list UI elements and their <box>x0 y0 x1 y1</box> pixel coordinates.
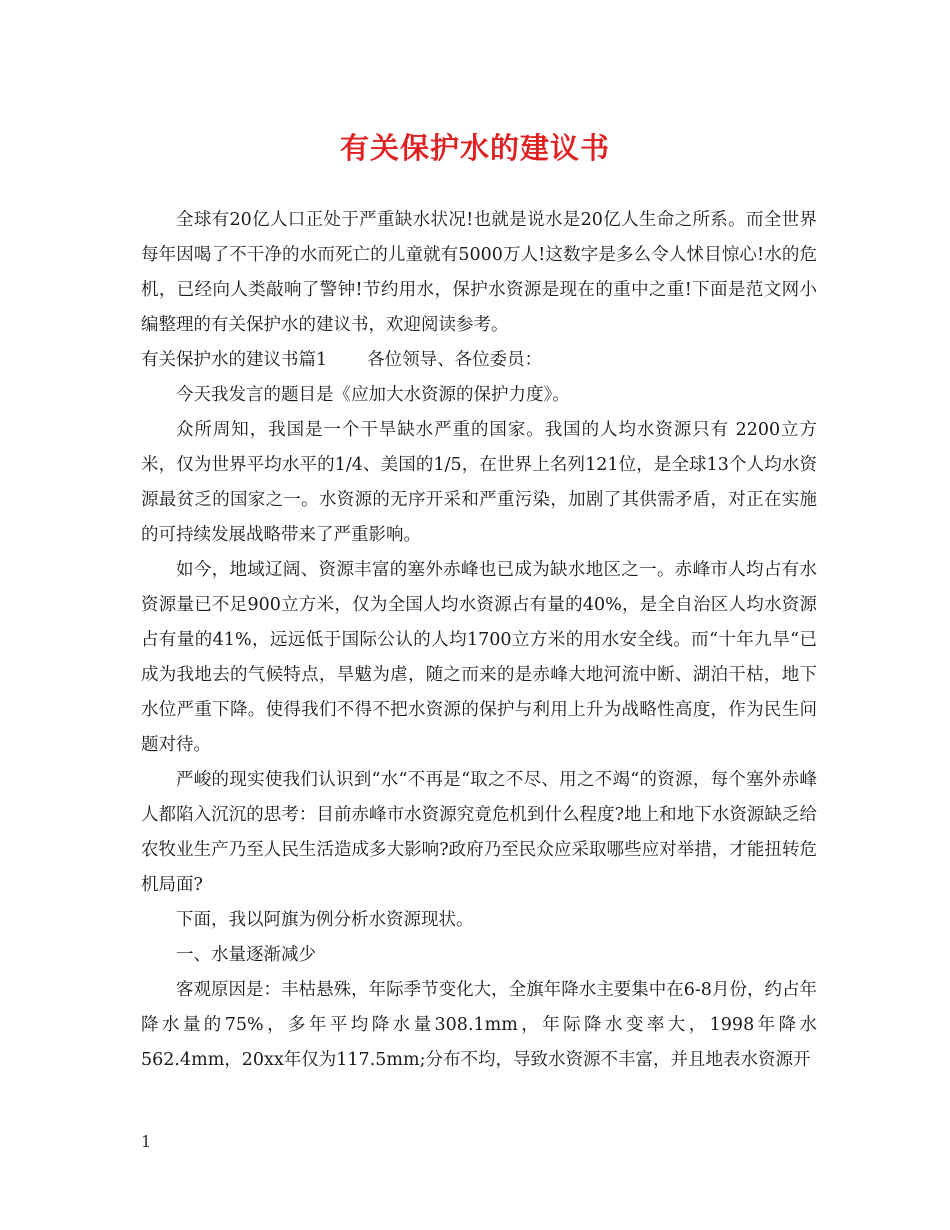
page-number: 1 <box>141 1132 152 1151</box>
subsection-heading: 一、水量逐渐减少 <box>176 945 316 965</box>
section-heading: 有关保护水的建议书篇1 <box>141 350 328 370</box>
body-paragraph: 严峻的现实使我们认识到“水“不再是“取之不尽、用之不竭“的资源，每个塞外赤峰人都陷入沉沉的思考：目前赤峰市水资源究竟危机到什么程度?地上和地下水资源缺乏给农牧业生产乃至人民生活造成多大影响?政府乃至民众应采取哪些应对举措，才能扭转危机局面? <box>141 770 817 895</box>
body-paragraph: 客观原因是：丰枯悬殊，年际季节变化大，全旗年降水主要集中在6-8月份，约占年降水量的75%，多年平均降水量308.1mm，年际降水变率大，1998年降水562.4mm，20xx年仅为117.5mm;分布不均，导致水资源不丰富，并且地表水资源开 <box>141 980 817 1070</box>
document-body <box>141 203 817 1078</box>
intro-paragraph: 全球有20亿人口正处于严重缺水状况!也就是说水是20亿人生命之所系。而全世界每年因喝了不干净的水而死亡的儿童就有5000万人!这数字是多么令人怵目惊心!水的危机，已经向人类敲响了警钟!节约用水，保护水资源是现在的重中之重!下面是范文网小编整理的有关保护水的建议书，欢迎阅读参考。 <box>141 210 817 335</box>
body-paragraph: 下面，我以阿旗为例分析水资源现状。 <box>176 910 474 930</box>
document-title: 有关保护水的建议书 <box>339 131 610 165</box>
salutation: 各位领导、各位委员： <box>367 350 543 370</box>
section-heading-line <box>141 343 817 378</box>
body-paragraph: 众所周知，我国是一个干旱缺水严重的国家。我国的人均水资源只有 2200立方米，仅为世界平均水平的1/4、美国的1/5，在世界上名列121位，是全球13个人均水资源最贫乏的国家之一。水资源的无序开采和严重污染，加剧了其供需矛盾，对正在实施的可持续发展战略带来了严重影响。 <box>141 420 817 545</box>
body-paragraph: 今天我发言的题目是《应加大水资源的保护力度》。 <box>176 385 570 405</box>
body-paragraph: 如今，地域辽阔、资源丰富的塞外赤峰也已成为缺水地区之一。赤峰市人均占有水资源量已不足900立方米，仅为全国人均水资源占有量的40%，是全自治区人均水资源占有量的41%，远远低于国际公认的人均1700立方米的用水安全线。而“十年九旱“已成为我地去的气候特点，旱魃为虐，随之而来的是赤峰大地河流中断、湖泊干枯，地下水位严重下降。使得我们不得不把水资源的保护与利用上升为战略性高度，作为民生问题对待。 <box>141 560 817 755</box>
